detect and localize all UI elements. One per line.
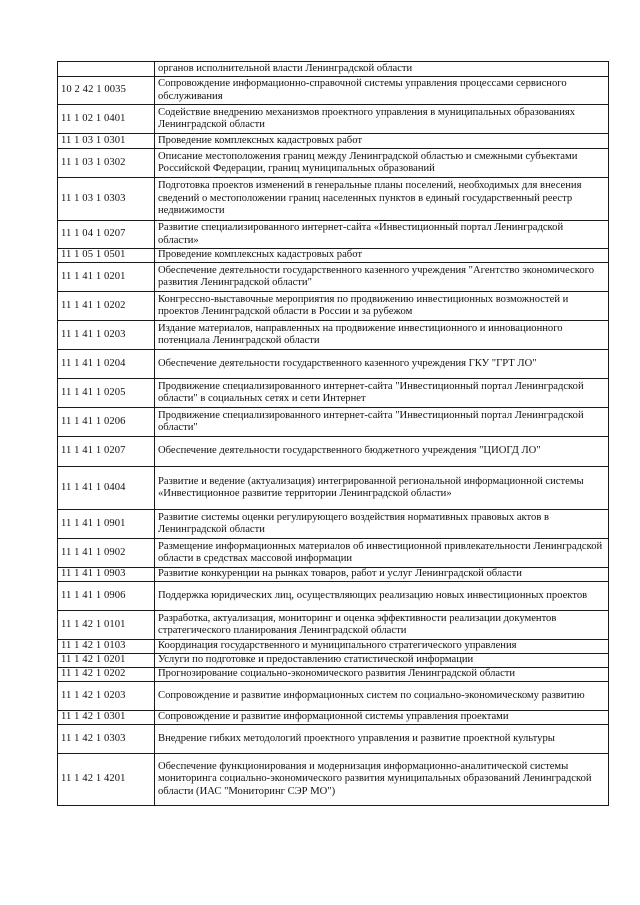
table-body bbox=[58, 62, 609, 806]
table-row bbox=[58, 134, 609, 149]
code-cell: 11 1 42 1 0103 bbox=[58, 640, 155, 654]
code-cell: 11 1 04 1 0207 bbox=[58, 221, 155, 249]
name-cell: Издание материалов, направленных на продвижение инвестиционного и инновационного потенциала Ленинградской области bbox=[155, 321, 609, 350]
table-row bbox=[58, 379, 609, 408]
name-cell: Сопровождение и развитие информационных систем по социально-экономическому развитию bbox=[155, 682, 609, 711]
code-cell bbox=[58, 62, 155, 77]
code-cell: 11 1 42 1 0201 bbox=[58, 654, 155, 668]
table-row bbox=[58, 221, 609, 249]
document-page bbox=[57, 61, 609, 806]
name-cell: Размещение информационных материалов об инвестиционной привлекательности Ленинградской области в средствах массовой информации bbox=[155, 539, 609, 568]
table-row bbox=[58, 510, 609, 539]
code-cell: 11 1 03 1 0301 bbox=[58, 134, 155, 149]
name-cell: Развитие специализированного интернет-сайта «Инвестиционный портал Ленинградской области» bbox=[155, 221, 609, 249]
code-cell: 11 1 02 1 0401 bbox=[58, 105, 155, 134]
name-cell: Разработка, актуализация, мониторинг и оценка эффективности реализации документов стратегического планирования Ленинградской области bbox=[155, 611, 609, 640]
table-row bbox=[58, 754, 609, 806]
code-cell: 11 1 05 1 0501 bbox=[58, 249, 155, 263]
name-cell: Развитие системы оценки регулирующего воздействия нормативных правовых актов в Ленинградской области bbox=[155, 510, 609, 539]
code-cell: 11 1 42 1 0202 bbox=[58, 668, 155, 682]
code-cell: 10 2 42 1 0035 bbox=[58, 77, 155, 105]
name-cell: Прогнозирование социально-экономического развития Ленинградской области bbox=[155, 668, 609, 682]
table-row bbox=[58, 437, 609, 467]
table-row bbox=[58, 408, 609, 437]
code-cell: 11 1 42 1 0301 bbox=[58, 711, 155, 725]
table-row bbox=[58, 582, 609, 611]
table-row bbox=[58, 292, 609, 321]
name-cell: Сопровождение и развитие информационной системы управления проектами bbox=[155, 711, 609, 725]
name-cell: Сопровождение информационно-справочной системы управления процессами сервисного обслуживания bbox=[155, 77, 609, 105]
table-row bbox=[58, 725, 609, 754]
code-cell: 11 1 41 1 0201 bbox=[58, 263, 155, 292]
code-cell: 11 1 03 1 0302 bbox=[58, 149, 155, 178]
table-row bbox=[58, 178, 609, 221]
table-row bbox=[58, 467, 609, 510]
code-cell: 11 1 42 1 4201 bbox=[58, 754, 155, 806]
name-cell: Обеспечение функционирования и модернизация информационно-аналитической системы мониторинга социально-экономического развития муниципальных образований Ленинградской области (ИАС "Мониторинг СЭР МО") bbox=[155, 754, 609, 806]
code-cell: 11 1 41 1 0207 bbox=[58, 437, 155, 467]
code-cell: 11 1 41 1 0203 bbox=[58, 321, 155, 350]
name-cell: Проведение комплексных кадастровых работ bbox=[155, 249, 609, 263]
code-cell: 11 1 41 1 0901 bbox=[58, 510, 155, 539]
code-cell: 11 1 42 1 0303 bbox=[58, 725, 155, 754]
name-cell: Развитие и ведение (актуализация) интегрированной региональной информационной системы «Инвестиционное развитие территории Ленинградской области» bbox=[155, 467, 609, 510]
name-cell: Обеспечение деятельности государственного бюджетного учреждения "ЦИОГД ЛО" bbox=[155, 437, 609, 467]
code-cell: 11 1 41 1 0404 bbox=[58, 467, 155, 510]
name-cell: Развитие конкуренции на рынках товаров, работ и услуг Ленинградской области bbox=[155, 568, 609, 582]
code-cell: 11 1 41 1 0903 bbox=[58, 568, 155, 582]
table-row bbox=[58, 105, 609, 134]
table-row bbox=[58, 77, 609, 105]
name-cell: Внедрение гибких методологий проектного управления и развитие проектной культуры bbox=[155, 725, 609, 754]
name-cell: Координация государственного и муниципального стратегического управления bbox=[155, 640, 609, 654]
name-cell: Поддержка юридических лиц, осуществляющих реализацию новых инвестиционных проектов bbox=[155, 582, 609, 611]
name-cell: Продвижение специализированного интернет-сайта "Инвестиционный портал Ленинградской области" bbox=[155, 408, 609, 437]
table-row bbox=[58, 668, 609, 682]
name-cell: Услуги по подготовке и предоставлению статистической информации bbox=[155, 654, 609, 668]
name-cell: Содействие внедрению механизмов проектного управления в муниципальных образованиях Ленинградской области bbox=[155, 105, 609, 134]
name-cell: Продвижение специализированного интернет-сайта "Инвестиционный портал Ленинградской области" в социальных сетях и сети Интернет bbox=[155, 379, 609, 408]
budget-classification-table bbox=[57, 61, 609, 806]
code-cell: 11 1 41 1 0906 bbox=[58, 582, 155, 611]
name-cell: Описание местоположения границ между Ленинградской областью и смежными субъектами Российской Федерации, границ муниципальных образований bbox=[155, 149, 609, 178]
name-cell: Проведение комплексных кадастровых работ bbox=[155, 134, 609, 149]
table-row bbox=[58, 149, 609, 178]
table-row bbox=[58, 611, 609, 640]
table-row bbox=[58, 321, 609, 350]
table-row bbox=[58, 640, 609, 654]
code-cell: 11 1 41 1 0205 bbox=[58, 379, 155, 408]
table-row bbox=[58, 682, 609, 711]
code-cell: 11 1 42 1 0203 bbox=[58, 682, 155, 711]
table-row bbox=[58, 654, 609, 668]
table-row bbox=[58, 539, 609, 568]
table-row bbox=[58, 711, 609, 725]
name-cell: Конгрессно-выставочные мероприятия по продвижению инвестиционных возможностей и проектов Ленинградской области в России и за рубежом bbox=[155, 292, 609, 321]
table-row bbox=[58, 62, 609, 77]
code-cell: 11 1 41 1 0204 bbox=[58, 350, 155, 379]
code-cell: 11 1 42 1 0101 bbox=[58, 611, 155, 640]
name-cell: Обеспечение деятельности государственного казенного учреждения "Агентство экономического развития Ленинградской области" bbox=[155, 263, 609, 292]
table-row bbox=[58, 249, 609, 263]
name-cell: Подготовка проектов изменений в генеральные планы поселений, необходимых для внесения сведений о местоположении границ населенных пунктов в единый государственный реестр недвижимости bbox=[155, 178, 609, 221]
table-row bbox=[58, 263, 609, 292]
name-cell: органов исполнительной власти Ленинградской области bbox=[155, 62, 609, 77]
name-cell: Обеспечение деятельности государственного казенного учреждения ГКУ "ГРТ ЛО" bbox=[155, 350, 609, 379]
table-row bbox=[58, 350, 609, 379]
code-cell: 11 1 41 1 0202 bbox=[58, 292, 155, 321]
code-cell: 11 1 41 1 0206 bbox=[58, 408, 155, 437]
table-row bbox=[58, 568, 609, 582]
code-cell: 11 1 03 1 0303 bbox=[58, 178, 155, 221]
code-cell: 11 1 41 1 0902 bbox=[58, 539, 155, 568]
